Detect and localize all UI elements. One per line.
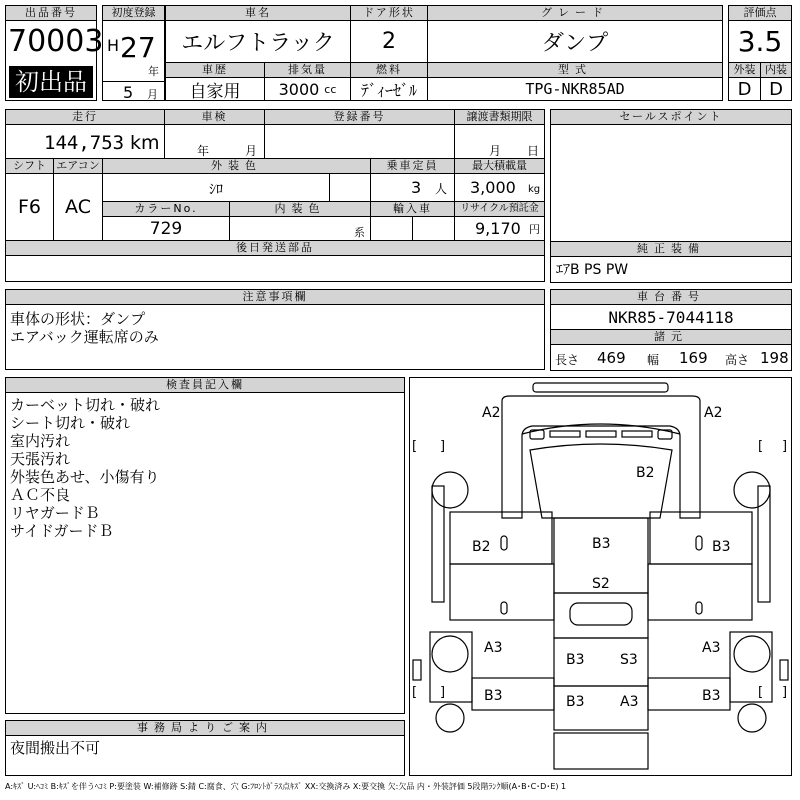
- mileage-cell: [5, 124, 165, 159]
- fuel-tank-shape: [570, 603, 632, 625]
- inspector-line: サイドガードＢ: [10, 522, 114, 540]
- exterior-color-extra: [329, 173, 371, 202]
- inspection-cell: [164, 124, 265, 159]
- ext-grade-label: 外装: [728, 62, 761, 78]
- kg-unit: kg: [528, 184, 541, 195]
- rear-right-wheel-upper-shape: [734, 636, 770, 672]
- score-label: 評価点: [728, 5, 792, 21]
- chassis-number: NKR85-7044118: [550, 304, 792, 330]
- era: H: [107, 36, 120, 55]
- exterior-color-cell: [102, 173, 330, 202]
- genuine-cell: [550, 256, 792, 283]
- interior-color-label: 内装色: [229, 201, 371, 217]
- damage-diagram: [409, 377, 792, 776]
- bracket-left-bottom: [: [412, 685, 418, 700]
- lot-number-label: 出品番号: [5, 5, 97, 21]
- width: 169: [679, 349, 708, 367]
- mark-bed-left: B3: [566, 652, 585, 668]
- bracket-right-top: [: [758, 439, 764, 454]
- lot-number-cell: [5, 5, 104, 101]
- displacement-label: 排気量: [264, 62, 351, 78]
- first-listing-badge: 初出品: [9, 66, 93, 98]
- mark-left-door: B2: [472, 539, 491, 555]
- rear-right-wheel-lower-shape: [738, 704, 766, 732]
- bracket-right-bottom-close: ]: [782, 685, 788, 700]
- recycle: 9,170: [475, 219, 521, 238]
- later-parts-label: 後日発送部品: [5, 240, 545, 256]
- capacity-unit: 人: [435, 182, 448, 196]
- color-no: 729: [102, 216, 230, 241]
- truck-diagram-svg: [410, 378, 791, 775]
- mark-cab-back: B3: [592, 536, 611, 552]
- inspector-line: シート切れ・破れ: [10, 414, 131, 432]
- frame-shape: [554, 593, 648, 638]
- import-cell-b: [412, 216, 455, 241]
- left-marker-shape: [501, 602, 507, 614]
- max-load: 3,000: [470, 178, 516, 197]
- frame-left-rail-shape: [450, 564, 554, 620]
- shift: F6: [5, 173, 54, 241]
- doors: 2: [350, 20, 428, 63]
- mark-rear-left-lower: B3: [484, 688, 503, 704]
- front-left-wheel-shape: [432, 472, 468, 508]
- dims-label: 諸元: [550, 329, 792, 345]
- insp-year-unit: 年: [197, 144, 210, 158]
- rear-left-wheel-upper-shape: [432, 636, 468, 672]
- rear-left-wheel-lower-shape: [436, 704, 464, 732]
- max-load-label: 最大積載量: [454, 158, 545, 174]
- mark-tail-left: B3: [566, 694, 585, 710]
- grade: ダンプ: [427, 20, 723, 63]
- mark-rear-right-upper: A3: [702, 640, 721, 656]
- grille-b-shape: [586, 431, 616, 437]
- later-parts-cell: [5, 255, 545, 282]
- bracket-left-bottom-close: ]: [440, 685, 446, 700]
- car-name: エルフトラック: [165, 20, 351, 63]
- sales-point-cell: [550, 124, 792, 242]
- mark-right-door: B3: [712, 539, 731, 555]
- inspector-line: 外装色あせ、小傷有り: [10, 468, 160, 486]
- int-grade-label: 内装: [760, 62, 792, 78]
- ac-label: エアコン: [53, 158, 103, 174]
- width-label: 幅: [647, 353, 660, 367]
- int-grade: D: [760, 77, 792, 101]
- mark-rear-left-upper: A3: [484, 640, 503, 656]
- car-name-label: 車名: [165, 5, 351, 21]
- office-text: 夜間搬出不可: [10, 739, 101, 757]
- dims-cell: [550, 344, 792, 371]
- right-reflector-shape: [780, 660, 788, 680]
- sales-point-label: セールスポイント: [550, 109, 792, 125]
- right-handle-shape: [696, 536, 702, 550]
- interior-color-unit: 系: [354, 226, 365, 239]
- displacement-cell: [264, 77, 351, 101]
- mileage-label: 走行: [5, 109, 165, 125]
- mark-rear-right-lower: B3: [702, 688, 721, 704]
- bracket-left-top: [: [412, 439, 418, 454]
- length: 469: [597, 349, 626, 367]
- shift-label: シフト: [5, 158, 54, 174]
- transfer-day-unit: 日: [527, 144, 540, 158]
- right-marker-shape: [696, 602, 702, 614]
- yen-unit: 円: [529, 223, 540, 236]
- displacement: 3000: [278, 79, 320, 99]
- reg-month-unit: 月: [147, 88, 158, 101]
- exterior-color-label: 外装色: [102, 158, 371, 174]
- inspector-line: 室内汚れ: [10, 432, 71, 450]
- inspector-line: カーベット切れ・破れ: [10, 396, 161, 414]
- ext-grade: D: [728, 77, 761, 101]
- max-load-cell: [454, 173, 545, 202]
- km-unit: km: [130, 132, 160, 154]
- bracket-right-bottom: [: [758, 685, 764, 700]
- insp-month-unit: 月: [245, 144, 258, 158]
- mark-tail-right: A3: [620, 694, 639, 710]
- capacity: 3: [411, 178, 422, 197]
- capacity-label: 乗車定員: [370, 158, 455, 174]
- frame-right-rail-shape: [648, 564, 752, 620]
- history: 自家用: [165, 77, 265, 101]
- fuel-label: 燃料: [350, 62, 428, 78]
- history-label: 車歴: [165, 62, 265, 78]
- transfer-label: 譲渡書類期限: [454, 109, 545, 125]
- door-label: ドア形状: [350, 5, 428, 21]
- fuel: ﾃﾞｨｰｾﾞﾙ: [350, 77, 428, 101]
- genuine-equipment: ｴｱB PS PW: [556, 262, 629, 278]
- cc-unit: cc: [324, 82, 337, 96]
- reg-year: 27: [120, 31, 156, 64]
- inspection-label: 車検: [164, 109, 265, 125]
- registration-cell: [102, 5, 165, 101]
- recycle-label: リサイクル預託金: [454, 201, 545, 217]
- left-reflector-shape: [413, 660, 421, 680]
- model-label: 型式: [427, 62, 723, 78]
- reg-month: 5: [123, 83, 134, 102]
- windshield-shape: [530, 444, 672, 518]
- height: 198: [760, 349, 789, 367]
- mark-bed-right: S3: [620, 652, 638, 668]
- capacity-cell: [370, 173, 455, 202]
- interior-color-cell: [229, 216, 371, 241]
- model: TPG-NKR85AD: [427, 77, 723, 101]
- inspector-cell: [5, 392, 405, 714]
- import-cell-a: [370, 216, 413, 241]
- inspector-line: 天張汚れ: [10, 450, 71, 468]
- bracket-right-top-close: ]: [782, 439, 788, 454]
- import-label: 輸入車: [370, 201, 455, 217]
- office-label: 事務局よりご案内: [5, 720, 405, 736]
- transfer-cell: [454, 124, 545, 159]
- color-no-label: カラーNo.: [102, 201, 230, 217]
- reg-year-unit: 年: [148, 65, 159, 78]
- front-bumper-shape: [533, 383, 668, 392]
- length-label: 長さ: [555, 353, 580, 367]
- grille-a-shape: [550, 431, 580, 437]
- caution-line: 車体の形状：ダンプ: [10, 310, 146, 328]
- caution-label: 注意事項欄: [5, 289, 545, 305]
- front-right-wheel-shape: [734, 472, 770, 508]
- exterior-color: ｼﾛ: [209, 182, 223, 198]
- grille-c-shape: [622, 431, 652, 437]
- transfer-month-unit: 月: [489, 144, 502, 158]
- left-handle-shape: [501, 536, 507, 550]
- right-door-shape: [650, 512, 752, 564]
- height-label: 高さ: [725, 353, 750, 367]
- caution-cell: [5, 304, 545, 370]
- regno-label: 登録番号: [264, 109, 455, 125]
- registration-label: 初度登録: [102, 5, 165, 21]
- recycle-cell: [454, 216, 545, 241]
- mark-front-left: A2: [482, 405, 501, 421]
- inspector-label: 検査員記入欄: [5, 377, 405, 393]
- bracket-left-top-close: ]: [440, 439, 446, 454]
- grade-label: グレード: [427, 5, 723, 21]
- chassis-label: 車台番号: [550, 289, 792, 305]
- caution-line: エアバック運転席のみ: [10, 328, 159, 346]
- ac: AC: [53, 173, 103, 241]
- office-cell: [5, 735, 405, 776]
- tailgate-shape: [554, 733, 648, 769]
- mark-front-right: A2: [704, 405, 723, 421]
- genuine-label: 純正装備: [550, 241, 792, 257]
- legend: A:ｷｽﾞ U:ﾍｺﾐ B:ｷｽﾞを伴うﾍｺﾐ P:要塗装 W:補修跡 S:錆 C:腐食、穴 G:ﾌﾛﾝﾄｶﾞﾗｽ点ｷｽﾞ XX:交換済み X:要交換 欠:欠品 内・外装評価 5段階ﾗﾝｸ順(A･B･C･D･E) 1: [5, 782, 567, 791]
- inspector-line: ＡＣ不良: [10, 486, 71, 504]
- mark-hood: B2: [636, 465, 655, 481]
- lot-number: 70003: [8, 24, 104, 59]
- mileage: 144,753: [44, 132, 125, 154]
- regno-cell: [264, 124, 455, 159]
- mark-frame: S2: [592, 576, 610, 592]
- score: 3.5: [728, 20, 792, 63]
- inspector-line: リヤガードＢ: [10, 504, 100, 522]
